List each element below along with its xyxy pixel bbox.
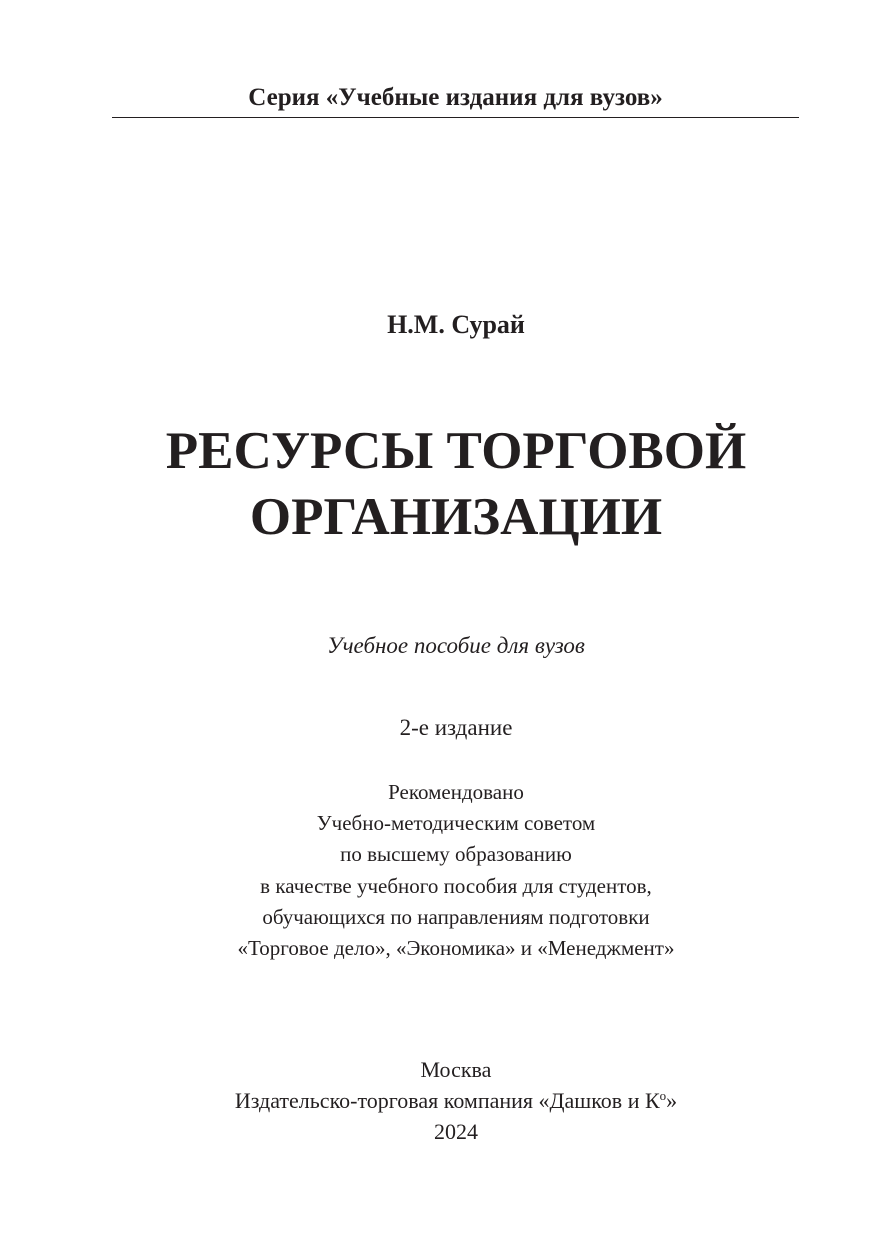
imprint-city: Москва [420,1057,492,1082]
series-divider [112,117,799,118]
publisher-superscript: о [659,1088,667,1103]
title-line-1: РЕСУРСЫ ТОРГОВОЙ [165,422,747,480]
publisher-close-quote: » [666,1088,678,1113]
recommendation-line: обучающихся по направлениям подготовки [262,904,650,929]
recommendation-line: Рекомендовано [388,780,524,804]
recommendation-block [0,777,876,964]
imprint-year: 2024 [434,1119,478,1144]
series-heading: Серия «Учебные издания для вузов» [248,84,663,111]
book-subtitle: Учебное пособие для вузов [327,633,585,658]
recommendation-line: «Торговое дело», «Экономика» и «Менеджмент» [237,936,675,961]
book-title [0,418,876,550]
imprint-publisher [0,1085,876,1116]
author-name: Н.М. Сурай [387,310,525,339]
recommendation-line: по высшему образованию [340,842,572,867]
edition-label: 2-е издание [399,715,513,740]
publisher-name: Издательско-торговая компания «Дашков и К [234,1088,660,1113]
recommendation-line: Учебно-методическим советом [316,811,596,836]
title-line-2: ОРГАНИЗАЦИИ [249,488,663,546]
recommendation-line: в качестве учебного пособия для студентов, [260,873,652,898]
imprint-block [0,1054,876,1147]
